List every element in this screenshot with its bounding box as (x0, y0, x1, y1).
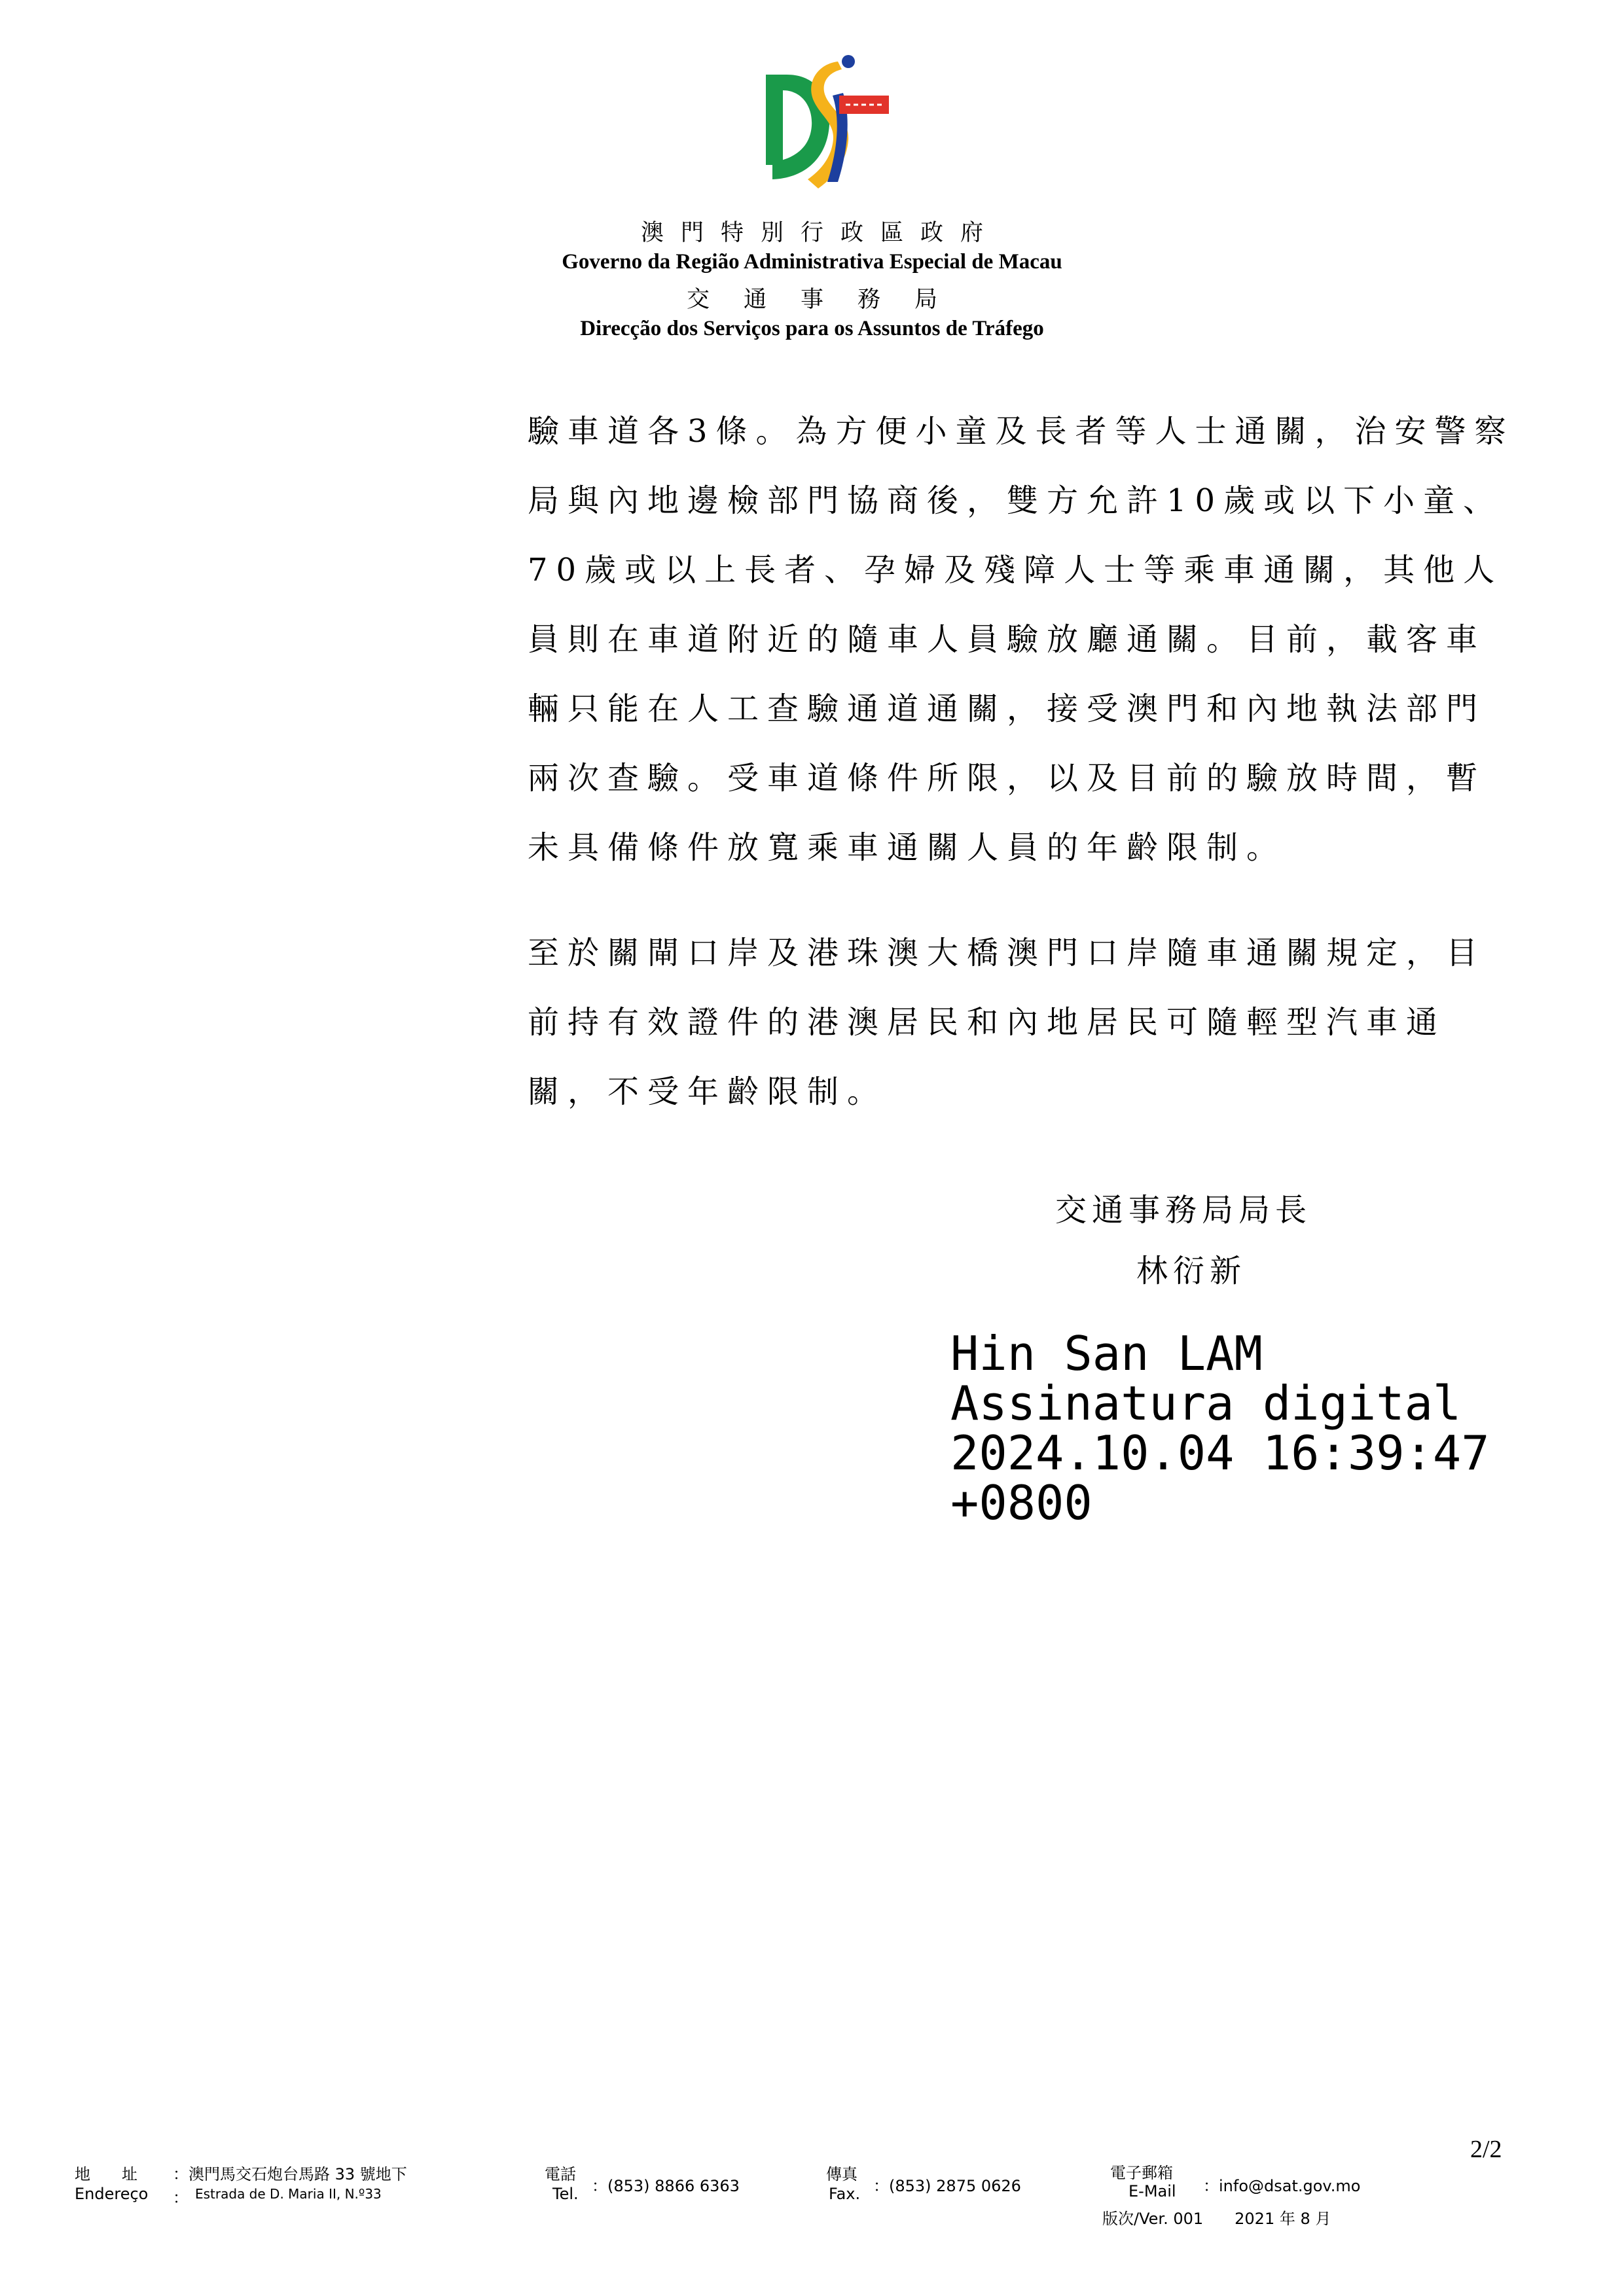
text-line: 兩次查驗。受車道條件所限，以及目前的驗放時間，暫 (528, 760, 1487, 797)
text-line: 員則在車道附近的隨車人員驗放廳通關。目前，載客車 (528, 621, 1487, 658)
footer-fax-value: ：(853) 2875 0626 (873, 2177, 1021, 2195)
text-line: 關，不受年齡限制。 (528, 1073, 888, 1110)
digital-signature-timestamp: 2024.10.04 16:39:47 (950, 1426, 1490, 1480)
text-line: 前持有效證件的港澳居民和內地居民可隨輕型汽車通 (528, 1004, 1447, 1041)
text-line: 未具備條件放寬乘車通關人員的年齡限制。 (528, 829, 1287, 866)
body-paragraph-1 (528, 397, 1536, 882)
footer-address-label-zh: 地 址 (75, 2165, 137, 2183)
text-line: 局與內地邊檢部門協商後，雙方允許10歲或以下小童、 (528, 482, 1504, 519)
footer-tel-value: ：(853) 8866 6363 (592, 2177, 740, 2195)
page-number: 2/2 (1470, 2136, 1502, 2163)
footer-tel-label-pt: Tel. (552, 2185, 579, 2203)
footer-fax-label-zh: 傳真 (826, 2165, 857, 2183)
footer-tel-label-zh: 電話 (545, 2165, 576, 2183)
footer-version: 版次/Ver. 001 2021 年 8 月 (1102, 2210, 1331, 2228)
footer-address-zh: ：澳門馬交石炮台馬路 33 號地下 (173, 2165, 407, 2183)
digital-signature-label: Assinatura digital (950, 1376, 1462, 1431)
signatory-name: 林衍新 (1136, 1253, 1247, 1289)
government-name-pt: Governo da Região Administrativa Especial de Macau (562, 250, 1062, 274)
government-name-zh: 澳門特別行政區政府 (640, 220, 1000, 246)
text-line: 驗車道各3條。為方便小童及長者等人士通關，治安警察 (528, 413, 1515, 450)
footer-email-value: ：info@dsat.gov.mo (1203, 2177, 1361, 2195)
text-line: 70歲或以上長者、孕婦及殘障人士等乘車通關，其他人 (528, 552, 1504, 588)
footer-email-label-pt: E-Mail (1128, 2182, 1176, 2200)
text-line: 至於關閘口岸及港珠澳大橋澳門口岸隨車通關規定，目 (528, 935, 1487, 971)
footer-address-label-pt: Endereço (75, 2185, 149, 2203)
logo-dot (842, 55, 855, 68)
department-name-zh: 交通事務局 (686, 287, 971, 313)
department-name-pt: Direcção dos Serviços para os Assuntos de Tráfego (580, 317, 1044, 340)
footer-fax-label-pt: Fax. (829, 2185, 861, 2203)
digital-signature-timezone: +0800 (950, 1475, 1092, 1530)
footer-email-label-zh: 電子郵箱 (1110, 2164, 1173, 2182)
footer-address-pt: Estrada de D. Maria II, N.º33 (195, 2186, 382, 2202)
text-line: 輛只能在人工查驗通道通關，接受澳門和內地執法部門 (528, 691, 1487, 727)
dsat-logo (759, 54, 890, 191)
digital-signature-block (950, 1326, 1490, 1530)
digital-signature-name: Hin San LAM (950, 1326, 1263, 1381)
signatory-title: 交通事務局局長 (1055, 1192, 1312, 1229)
body-paragraph-2 (528, 918, 1536, 1126)
